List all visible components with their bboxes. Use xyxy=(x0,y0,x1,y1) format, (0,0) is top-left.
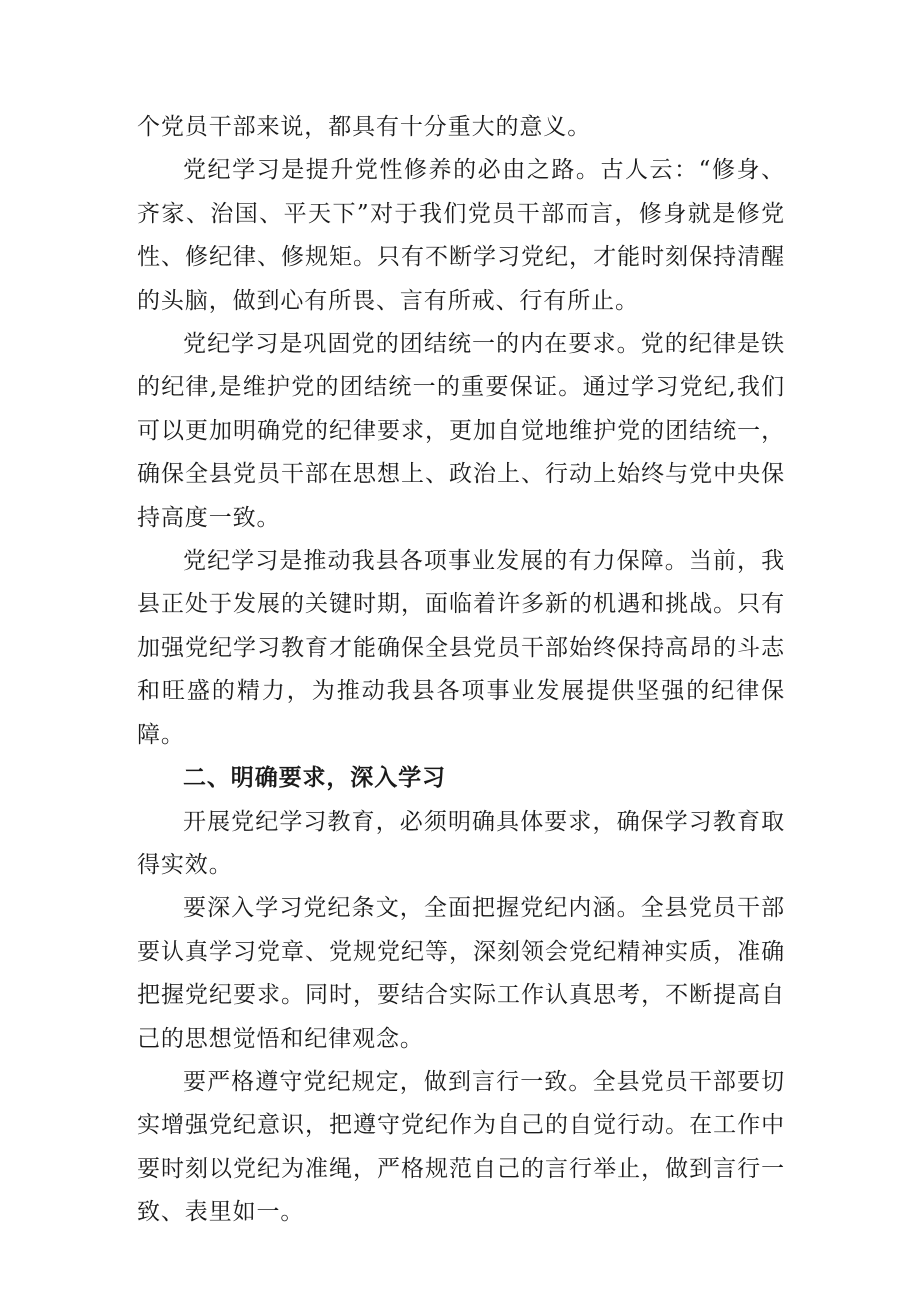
paragraph-party-cultivation: 党纪学习是提升党性修养的必由之路。古人云：“修身、齐家、治国、平天下”对于我们党员干部而言，修身就是修党性、修纪律、修规矩。只有不断学习党纪，才能时刻保持清醒的头脑，做到心有所畏、言有所戒、行有所止。 xyxy=(137,157,785,314)
paragraph-county-development: 党纪学习是推动我县各项事业发展的有力保障。当前，我县正处于发展的关键时期，面临着许多新的机遇和挑战。只有加强党纪学习教育才能确保全县党员干部始终保持高昂的斗志和旺盛的精力，为推动我县各项事业发展提供坚强的纪律保障。 xyxy=(137,548,785,748)
paragraph-observe-rules: 要严格遵守党纪规定，做到言行一致。全县党员干部要切实增强党纪意识，把遵守党纪作为自己的自觉行动。在工作中要时刻以党纪为准绳，严格规范自己的言行举止，做到言行一致、表里如一。 xyxy=(137,1068,785,1226)
document-body xyxy=(137,106,785,1235)
paragraph-study-provisions: 要深入学习党纪条文，全面把握党纪内涵。全县党员干部要认真学习党章、党规党纪等，深刻领会党纪精神实质，准确把握党纪要求。同时，要结合实际工作认真思考，不断提高自己的思想觉悟和纪律观念。 xyxy=(137,895,785,1052)
paragraph-party-unity: 党纪学习是巩固党的团结统一的内在要求。党的纪律是铁的纪律,是维护党的团结统一的重要保证。通过学习党纪,我们可以更加明确党的纪律要求，更加自觉地维护党的团结统一，确保全县党员干部在思想上、政治上、行动上始终与党中央保持高度一致。 xyxy=(137,331,785,531)
paragraph-continuation: 个党员干部来说，都具有十分重大的意义。 xyxy=(137,114,592,140)
paragraph-requirements-intro: 开展党纪学习教育，必须明确具体要求，确保学习教育取得实效。 xyxy=(137,808,785,878)
section-heading: 二、明确要求，深入学习 xyxy=(183,765,446,792)
